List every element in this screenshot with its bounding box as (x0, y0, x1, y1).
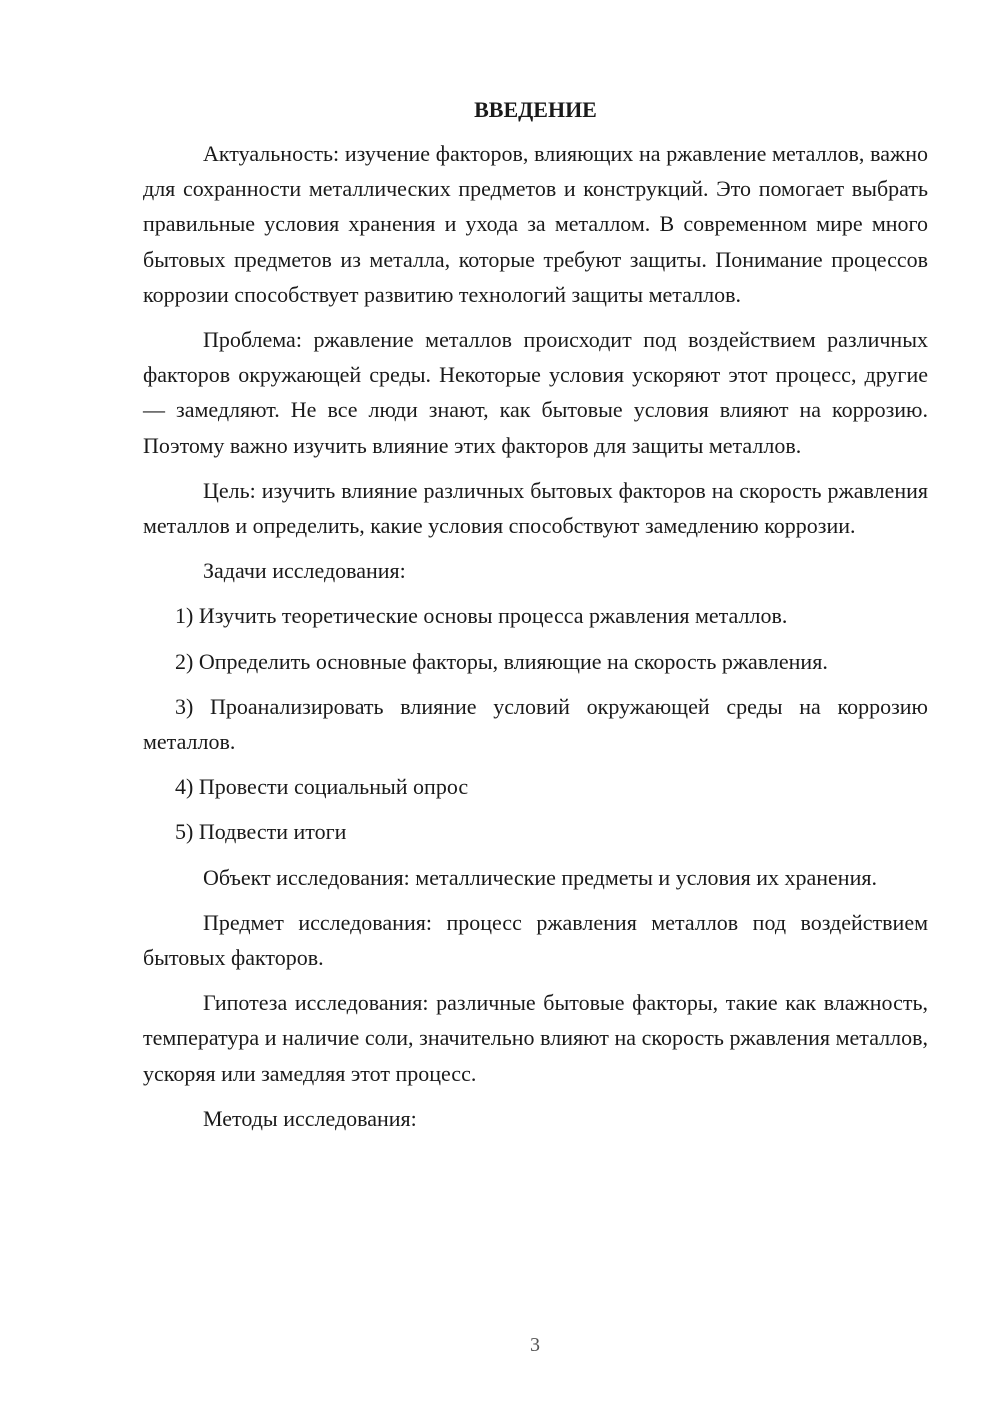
section-heading: ВВЕДЕНИЕ (474, 97, 597, 122)
page-number: 3 (530, 1334, 540, 1356)
task-item-5: 5) Подвести итоги (175, 819, 347, 845)
task-item-1: 1) Изучить теоретические основы процесса ржавления металлов. (175, 603, 788, 629)
subject-paragraph: Предмет исследования: процесс ржавления металлов под воздействием бытовых факторов. (143, 909, 928, 971)
relevance-paragraph: Актуальность: изучение факторов, влияющих на ржавление металлов, важно для сохранности металлических предметов и конструкций. Это помогает выбрать правильные условия хранения и ухода за металлом. В современном мире много бытовых предметов из металла, которые требуют защиты. Понимание процессов коррозии способствует развитию технологий защиты металлов. (143, 141, 928, 307)
task-item-3: 3) Проанализировать влияние условий окружающей среды на коррозию металлов. (143, 693, 928, 755)
task-item-4: 4) Провести социальный опрос (175, 774, 469, 800)
tasks-title: Задачи исследования: (203, 558, 406, 584)
page-content (143, 96, 928, 1146)
object-paragraph: Объект исследования: металлические предметы и условия их хранения. (203, 864, 877, 890)
problem-paragraph: Проблема: ржавление металлов происходит под воздействием различных факторов окружающей среды. Некоторые условия ускоряют этот процесс, другие — замедляют. Не все люди знают, как бытовые условия влияют на коррозию. Поэтому важно изучить влияние этих факторов для защиты металлов. (143, 327, 928, 458)
hypothesis-paragraph: Гипотеза исследования: различные бытовые факторы, такие как влажность, температура и наличие соли, значительно влияют на скорость ржавления металлов, ускоряя или замедляя этот процесс. (143, 990, 928, 1086)
methods-title: Методы исследования: (203, 1105, 417, 1131)
goal-paragraph: Цель: изучить влияние различных бытовых факторов на скорость ржавления металлов и определить, какие условия способствуют замедлению коррозии. (143, 477, 928, 539)
task-item-2: 2) Определить основные факторы, влияющие на скорость ржавления. (175, 648, 828, 674)
